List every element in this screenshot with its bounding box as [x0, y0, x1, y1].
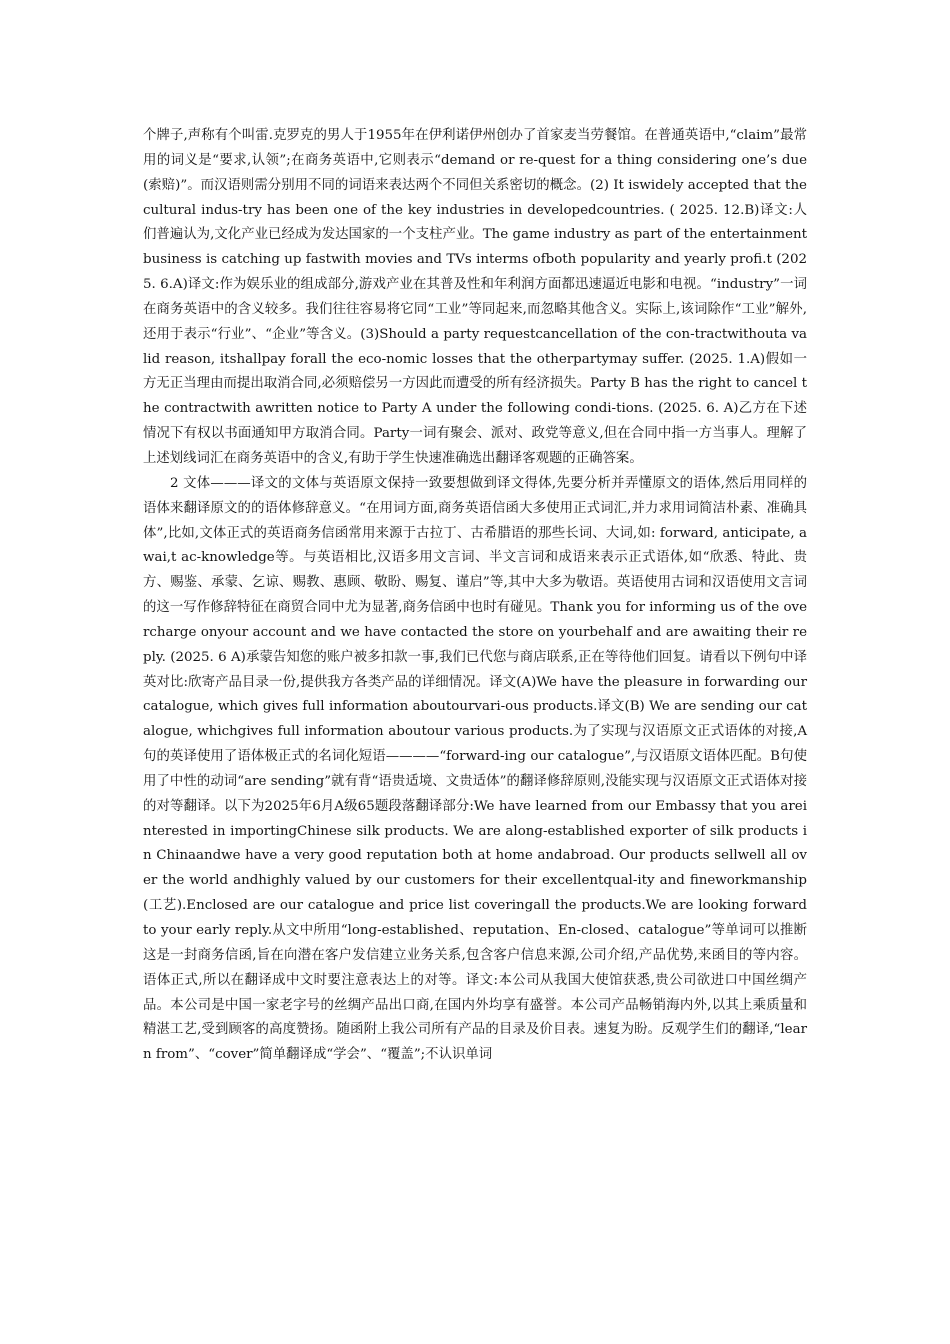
document-body — [143, 124, 807, 1068]
paragraph-claim-industry-party: 个牌子,声称有个叫雷.克罗克的男人于1955年在伊利诺伊州创办了首家麦当劳餐馆。在普通英语中,“claim”最常用的词义是“要求,认领”;在商务英语中,它则表示“demand or re-quest for a thing considering one’s due (索赔)”。而汉语则需分别用不同的词语来表达两个不同但关系密切的概念。(2) It iswidely accepted that the cultural indus-try has been one of the key industries in developedcountries. ( 2025. 12.B)译文:人们普遍认为,文化产业已经成为发达国家的一个支柱产业。The game industry as part of the entertainmentbusiness is catching up fastwith movies and TVs interms ofboth popularity and yearly profi.t (2025. 6.A)译文:作为娱乐业的组成部分,游戏产业在其普及性和年利润方面都迅速逼近电影和电视。“industry”一词在商务英语中的含义较多。我们往往容易将它同“工业”等同起来,而忽略其他含义。实际上,该词除作“工业”解外,还用于表示“行业”、“企业”等含义。(3)Should a party requestcancellation of the con-tractwithouta valid reason, itshallpay forall the eco-nomic losses that the otherpartymay suffer. (2025. 1.A)假如一方无正当理由而提出取消合同,必须赔偿另一方因此而遭受的所有经济损失。Party B has the right to cancel the contractwith awritten notice to Party A under the following condi-tions. (2025. 6. A)乙方在下述情况下有权以书面通知甲方取消合同。Party一词有聚会、派对、政党等意义,但在合同中指一方当事人。理解了上述划线词汇在商务英语中的含义,有助于学生快速准确选出翻译客观题的正确答案。 — [143, 128, 807, 466]
paragraph-style-register: 2 文体———译文的文体与英语原文保持一致要想做到译文得体,先要分析并弄懂原文的语体,然后用同样的语体来翻译原文的的语体修辞意义。“在用词方面,商务英语信函大多使用正式词汇,并力求用词简洁朴素、准确具体”,比如,文体正式的英语商务信函常用来源于古拉丁、古希腊语的那些长词、大词,如: forward, anticipate, awai,t ac-knowledge等。与英语相比,汉语多用文言词、半文言词和成语来表示正式语体,如“欣悉、特此、贵方、赐鉴、承蒙、乞谅、赐教、惠顾、敬盼、赐复、谨启”等,其中大多为敬语。英语使用古词和汉语使用文言词的这一写作修辞特征在商贸合同中尤为显著,商务信函中也时有碰见。Thank you for informing us of the overcharge onyour account and we have contacted the store on yourbehalf and are awaiting their reply. (2025. 6 A)承蒙告知您的账户被多扣款一事,我们已代您与商店联系,正在等待他们回复。请看以下例句中译英对比:欣寄产品目录一份,提供我方各类产品的详细情况。译文(A)We have the pleasure in forwarding ourcatalogue, which gives full information aboutourvari-ous products.译文(B) We are sending our catalogue, whichgives full information aboutour various products.为了实现与汉语原文正式语体的对接,A句的英译使用了语体极正式的名词化短语————“forward-ing our catalogue”,与汉语原文语体匹配。B句使用了中性的动词“are sending”就有背“语贵适境、文贵适体”的翻译修辞原则,没能实现与汉语原文正式语体对接的对等翻译。以下为2025年6月A级65题段落翻译部分:We have learned from our Embassy that you areinterested in importingChinese silk products. We are along-established exporter of silk products in Chinaandwe have a very good reputation both at home andabroad. Our products sellwell all over the world andhighly valued by our customers for their excellentqual-ity and fineworkmanship(工艺).Enclosed are our catalogue and price list coveringall the products.We are looking forward to your early reply.从文中所用“long-established、reputation、En-closed、catalogue”等单词可以推断这是一封商务信函,旨在向潜在客户发信建立业务关系,包含客户信息来源,公司介绍,产品优势,来函目的等内容。语体正式,所以在翻译成中文时要注意表达上的对等。译文:本公司从我国大使馆获悉,贵公司欲进口中国丝绸产品。本公司是中国一家老字号的丝绸产品出口商,在国内外均享有盛誉。本公司产品畅销海内外,以其上乘质量和精湛工艺,受到顾客的高度赞扬。随函附上我公司所有产品的目录及价目表。速复为盼。反观学生们的翻译,“learn from”、“cover”简单翻译成“学会”、“覆盖”;不认识单词 — [143, 475, 807, 1063]
